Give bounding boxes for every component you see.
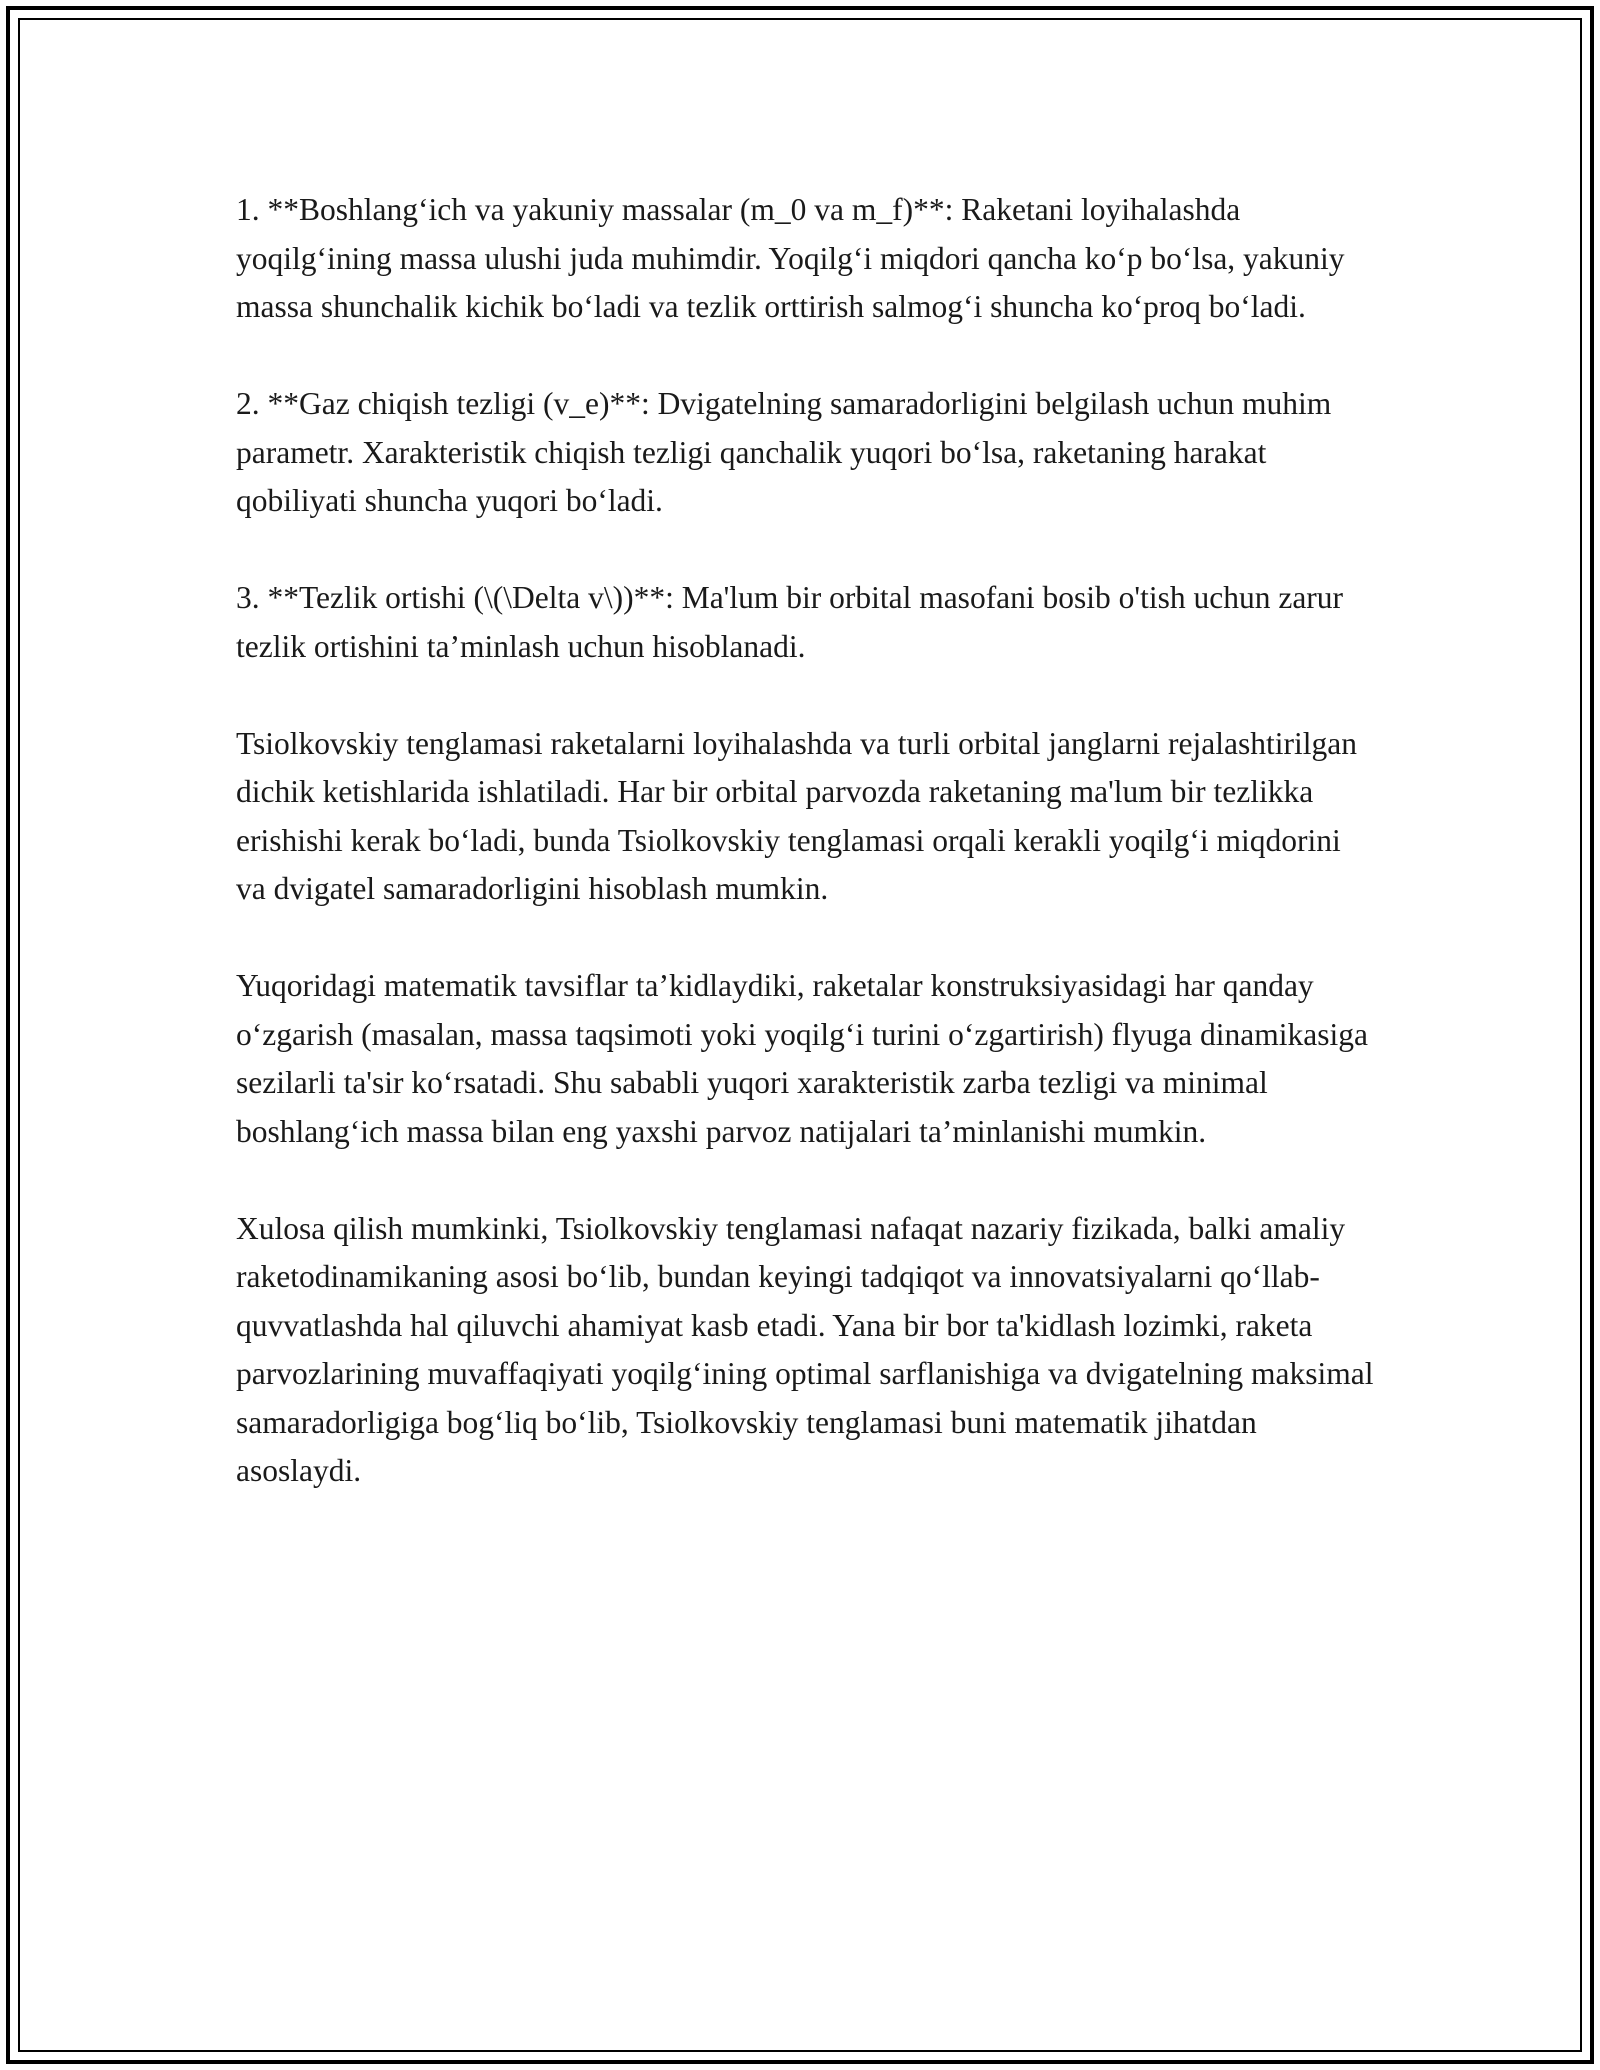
- list-item-3: 3. **Tezlik ortishi (\(\Delta v\))**: Ma'lum bir orbital masofani bosib o'tish uchun zarur tezlik ortishini ta’minlash uchun hisoblanadi.: [236, 580, 1344, 664]
- body-paragraph-usage: Tsiolkovskiy tenglamasi raketalarni loyihalashda va turli orbital janglarni rejalashtirilgan dichik ketishlarida ishlatiladi. Har bir orbital parvozda raketaning ma'lum bir tezlikka erishishi kerak bo‘ladi, bunda Tsiolkovskiy tenglamasi orqali kerakli yoqilg‘i miqdorini va dvigatel samaradorligini hisoblash mumkin.: [236, 725, 1357, 906]
- list-item-2: 2. **Gaz chiqish tezligi (v_e)**: Dvigatelning samaradorligini belgilash uchun muhim parametr. Xarakteristik chiqish tezligi qanchalik yuqori bo‘lsa, raketaning harakat qobiliyati shuncha yuqori bo‘ladi.: [236, 386, 1332, 518]
- body-paragraph-effects: Yuqoridagi matematik tavsiflar ta’kidlaydiki, raketalar konstruksiyasidagi har qanday o‘zgarish (masalan, massa taqsimoti yoki yoqilg‘i turini o‘zgartirish) flyuga dinamikasiga sezilarli ta'sir ko‘rsatadi. Shu sababli yuqori xarakteristik zarba tezligi va minimal boshlang‘ich massa bilan eng yaxshi parvoz natijalari ta’minlanishi mumkin.: [236, 968, 1368, 1149]
- list-item-1: 1. **Boshlang‘ich va yakuniy massalar (m_0 va m_f)**: Raketani loyihalashda yoqilg‘ining massa ulushi juda muhimdir. Yoqilg‘i miqdori qancha ko‘p bo‘lsa, yakuniy massa shunchalik kichik bo‘ladi va tezlik orttirish salmog‘i shuncha ko‘proq bo‘ladi.: [236, 192, 1345, 324]
- body-paragraph-conclusion: Xulosa qilish mumkinki, Tsiolkovskiy tenglamasi nafaqat nazariy fizikada, balki amaliy raketodinamikaning asosi bo‘lib, bundan keyingi tadqiqot va innovatsiyalarni qo‘llab-quvvatlashda hal qiluvchi ahamiyat kasb etadi. Yana bir bor ta'kidlash lozimki, raketa parvozlarining muvaffaqiyati yoqilg‘ining optimal sarflanishiga va dvigatelning maksimal samaradorligiga bog‘liq bo‘lib, Tsiolkovskiy tenglamasi buni matematik jihatdan asoslaydi.: [236, 1210, 1374, 1488]
- document-body: [236, 186, 1376, 1544]
